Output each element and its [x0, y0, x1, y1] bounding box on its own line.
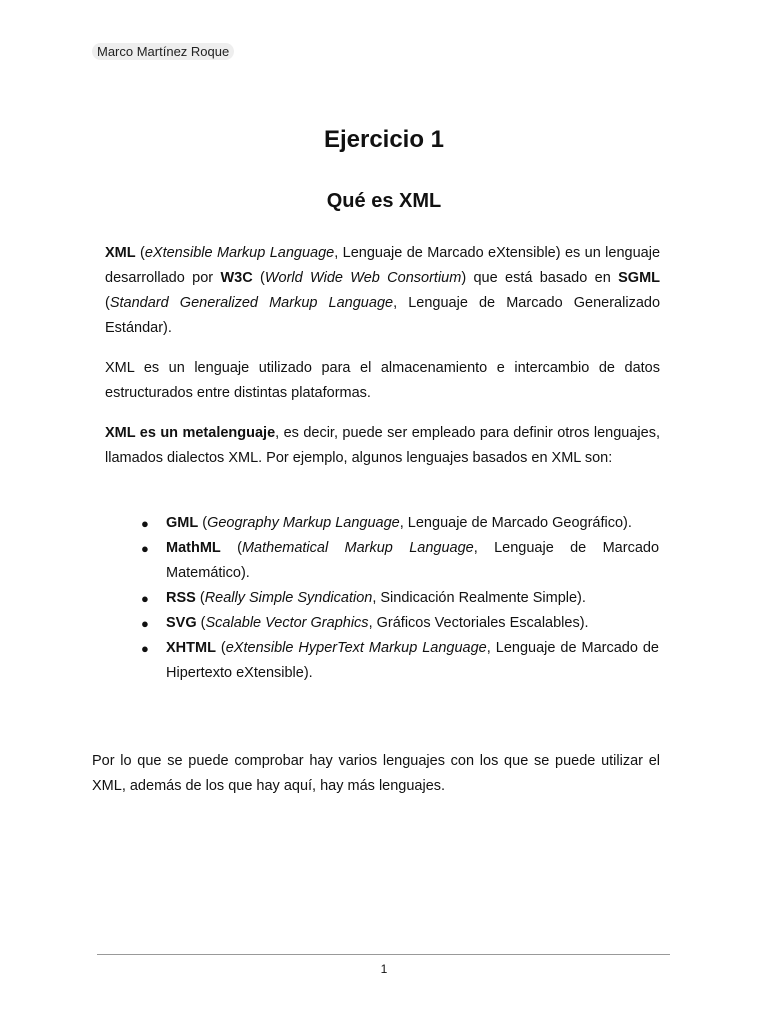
- dialect-full-name: eXtensible HyperText Markup Language: [225, 640, 487, 656]
- dialect-name: SVG: [166, 615, 197, 631]
- dialect-description: , Lenguaje de Marcado Matemático).: [166, 540, 660, 581]
- dialect-description: , Lenguaje de Marcado de Hipertexto eXtensible).: [166, 640, 659, 681]
- text: (: [135, 245, 145, 261]
- term-xml-full: eXtensible Markup Language: [144, 245, 335, 261]
- bullet-icon: ●: [141, 616, 149, 631]
- text: , Lenguaje de Marcado eXtensible) es un lenguaje desarrollado por: [105, 245, 661, 286]
- metalanguage-bold: XML es un metalenguaje: [105, 425, 276, 441]
- text: , Lenguaje de Marcado Generalizado Estándar).: [105, 295, 661, 336]
- dialect-description: , Gráficos Vectoriales Escalables).: [368, 615, 589, 631]
- paragraph-usage: XML es un lenguaje utilizado para el almacenamiento e intercambio de datos estructurados entre distintas plataformas.: [105, 360, 660, 401]
- paragraph-definition: [105, 241, 660, 341]
- dialect-description: , Lenguaje de Marcado Geográfico).: [399, 515, 632, 531]
- dialect-name: XHTML: [166, 640, 216, 656]
- paragraph-conclusion: Por lo que se puede comprobar hay varios lenguajes con los que se puede utilizar el XML, además de los que hay aquí, hay más lenguajes.: [92, 753, 660, 794]
- list-item: [141, 611, 659, 636]
- author-header: Marco Martínez Roque: [92, 43, 234, 60]
- term-w3c-full: World Wide Web Consortium: [264, 270, 462, 286]
- bullet-icon: ●: [141, 591, 149, 606]
- list-item: [141, 536, 660, 586]
- dialect-full-name: Geography Markup Language: [207, 515, 400, 531]
- dialect-description: , Sindicación Realmente Simple).: [372, 590, 586, 606]
- list-item: [141, 636, 659, 686]
- bullet-icon: ●: [141, 541, 149, 556]
- list-item: [141, 511, 659, 536]
- document-title: Ejercicio 1: [323, 126, 445, 153]
- text: (: [215, 640, 226, 656]
- text: (: [220, 540, 242, 556]
- bullet-icon: ●: [141, 516, 149, 531]
- term-sgml: SGML: [618, 270, 661, 286]
- term-w3c: W3C: [220, 270, 253, 286]
- text: , es decir, puede ser empleado para definir otros lenguajes, llamados dialectos XML. Por ejemplo, algunos lenguajes basados en XML son:: [105, 425, 660, 466]
- dialect-name: RSS: [166, 590, 196, 606]
- dialect-full-name: Really Simple Syndication: [204, 590, 373, 606]
- term-xml: XML: [105, 245, 136, 261]
- dialect-full-name: Mathematical Markup Language: [241, 540, 474, 556]
- section-heading: Qué es XML: [326, 190, 442, 212]
- text: (: [196, 615, 206, 631]
- list-item: [141, 586, 659, 611]
- text: (: [252, 270, 265, 286]
- text: (: [195, 590, 205, 606]
- text: ) que está basado en: [461, 270, 619, 286]
- footer-divider: [97, 954, 670, 955]
- paragraph-metalanguage: [105, 421, 660, 471]
- term-sgml-full: Standard Generalized Markup Language: [109, 295, 394, 311]
- text: (: [105, 295, 110, 311]
- page-number: 1: [380, 962, 388, 976]
- xml-dialects-list: [141, 511, 660, 686]
- dialect-name: GML: [166, 515, 199, 531]
- dialect-name: MathML: [166, 540, 221, 556]
- text: (: [198, 515, 208, 531]
- bullet-icon: ●: [141, 641, 149, 656]
- dialect-full-name: Scalable Vector Graphics: [205, 615, 369, 631]
